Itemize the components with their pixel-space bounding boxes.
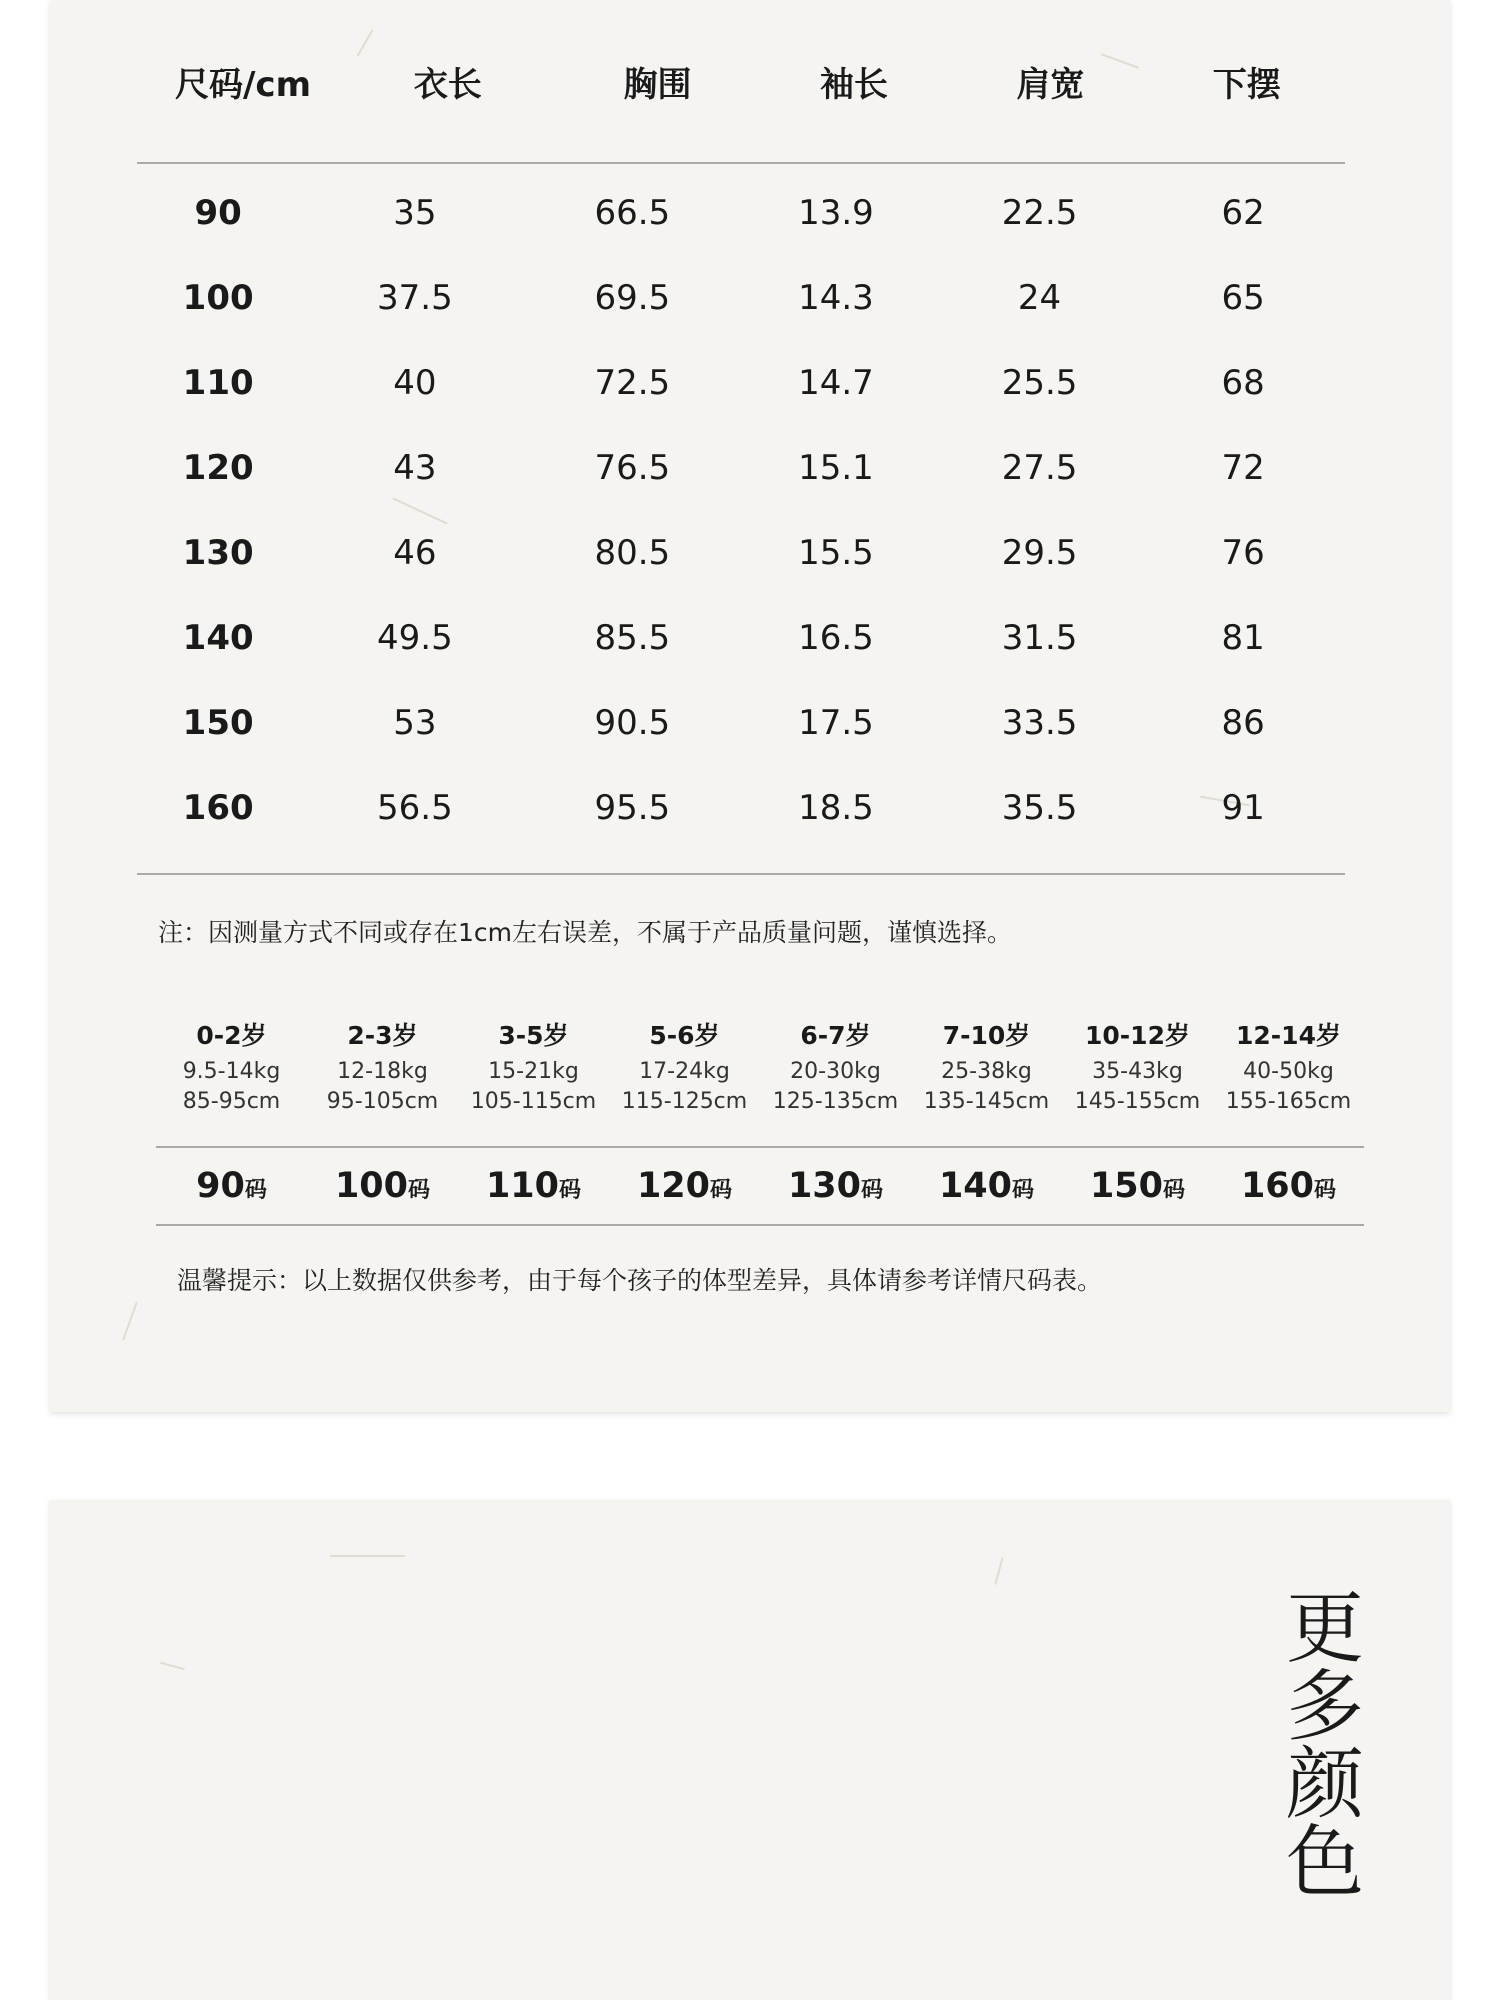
- size-code-unit: 码: [408, 1178, 431, 1203]
- height-range: 115-125cm: [621, 1089, 748, 1114]
- size-cell: 160: [182, 787, 254, 828]
- table-bottom-divider: [137, 873, 1345, 875]
- size-chart-card: [50, 0, 1450, 1412]
- size-cell: 140: [182, 617, 254, 658]
- measure-cell: 65: [1221, 277, 1265, 318]
- size-code-number: 110: [485, 1166, 560, 1206]
- size-code-unit: 码: [244, 1178, 267, 1203]
- size-code-number: 150: [1089, 1166, 1164, 1206]
- measure-cell: 86: [1221, 702, 1265, 743]
- size-code-unit: 码: [710, 1178, 733, 1203]
- size-code: [458, 1166, 609, 1206]
- measure-cell: 29.5: [1001, 532, 1078, 573]
- measure-cell: 18.5: [798, 787, 874, 828]
- more-colors-card: [50, 1500, 1450, 2000]
- height-range: 135-145cm: [923, 1089, 1050, 1114]
- size-cell: 100: [182, 277, 254, 318]
- size-code: [1062, 1166, 1213, 1206]
- measure-cell: 14.7: [798, 362, 874, 403]
- size-code-number: 120: [636, 1166, 711, 1206]
- weight-range: 15-21kg: [488, 1059, 579, 1084]
- paper-texture: [994, 1557, 1003, 1585]
- measure-cell: 31.5: [1001, 617, 1078, 658]
- title-character: 更: [1285, 1584, 1364, 1674]
- title-character: 色: [1285, 1818, 1364, 1908]
- weight-range: 12-18kg: [337, 1059, 428, 1084]
- measure-cell: 53: [393, 702, 437, 743]
- size-code: [156, 1166, 307, 1206]
- measure-cell: 91: [1221, 787, 1265, 828]
- size-cell: 90: [194, 192, 242, 233]
- size-cell: 150: [182, 702, 254, 743]
- measure-cell: 35: [393, 192, 437, 233]
- measure-cell: 37.5: [377, 277, 453, 318]
- age-label: 12-14岁: [1236, 1021, 1341, 1050]
- measure-cell: 24: [1017, 277, 1062, 318]
- measure-cell: 46: [393, 532, 437, 573]
- age-label: 0-2岁: [196, 1021, 267, 1050]
- measure-cell: 95.5: [594, 787, 671, 828]
- size-code-unit: 码: [559, 1178, 582, 1203]
- header-chest: 胸围: [623, 64, 692, 105]
- size-code-unit: 码: [1012, 1178, 1035, 1203]
- age-column: [609, 1015, 760, 1117]
- paper-texture: [330, 1555, 405, 1557]
- weight-range: 35-43kg: [1092, 1059, 1183, 1084]
- header-size: 尺码/cm: [175, 64, 311, 105]
- age-column: [760, 1015, 911, 1117]
- paper-texture: [160, 1662, 185, 1670]
- table-row: [137, 170, 1345, 255]
- age-label: 10-12岁: [1085, 1021, 1190, 1050]
- age-column: [1062, 1015, 1213, 1117]
- measure-cell: 17.5: [798, 702, 874, 743]
- size-code: [1213, 1166, 1364, 1206]
- measure-cell: 66.5: [594, 192, 671, 233]
- size-code-unit: 码: [1314, 1178, 1337, 1203]
- table-row: [137, 510, 1345, 595]
- paper-texture: [122, 1302, 138, 1340]
- measure-cell: 56.5: [377, 787, 453, 828]
- measure-cell: 85.5: [594, 617, 671, 658]
- measure-cell: 90.5: [594, 702, 671, 743]
- age-column: [1213, 1015, 1364, 1117]
- size-cell: 110: [182, 362, 254, 403]
- measure-cell: 35.5: [1001, 787, 1078, 828]
- age-column: [458, 1015, 609, 1117]
- measure-cell: 33.5: [1001, 702, 1078, 743]
- header-hem: 下摆: [1212, 64, 1281, 105]
- weight-range: 17-24kg: [639, 1059, 730, 1084]
- weight-range: 40-50kg: [1243, 1059, 1334, 1084]
- height-range: 95-105cm: [326, 1089, 439, 1114]
- measure-cell: 15.5: [798, 532, 874, 573]
- table-row: [137, 595, 1345, 680]
- measure-cell: 13.9: [798, 192, 874, 233]
- measurement-note: 注：因测量方式不同或存在1cm左右误差，不属于产品质量问题，谨慎选择。: [158, 918, 1013, 947]
- size-cell: 120: [182, 447, 254, 488]
- measure-cell: 76: [1221, 532, 1265, 573]
- measure-cell: 72: [1221, 447, 1265, 488]
- table-header-divider: [137, 162, 1345, 164]
- age-column: [156, 1015, 307, 1117]
- height-range: 125-135cm: [772, 1089, 899, 1114]
- measure-cell: 72.5: [594, 362, 671, 403]
- size-code: [911, 1166, 1062, 1206]
- age-label: 6-7岁: [800, 1021, 871, 1050]
- height-range: 105-115cm: [470, 1089, 597, 1114]
- age-column: [307, 1015, 458, 1117]
- measure-cell: 27.5: [1001, 447, 1078, 488]
- measure-cell: 43: [393, 447, 437, 488]
- measure-cell: 68: [1221, 362, 1265, 403]
- size-code-unit: 码: [861, 1178, 884, 1203]
- height-range: 155-165cm: [1225, 1089, 1352, 1114]
- height-range: 85-95cm: [182, 1089, 281, 1114]
- height-range: 145-155cm: [1074, 1089, 1201, 1114]
- size-code-row: [156, 1148, 1364, 1224]
- header-shoulder: 肩宽: [1016, 64, 1085, 105]
- size-code-number: 160: [1240, 1166, 1315, 1206]
- table-row: [137, 680, 1345, 765]
- table-row: [137, 340, 1345, 425]
- age-guide-grid: [156, 1015, 1364, 1117]
- measure-cell: 14.3: [798, 277, 874, 318]
- measure-cell: 15.1: [798, 447, 874, 488]
- size-code: [609, 1166, 760, 1206]
- title-character: 多: [1285, 1662, 1364, 1752]
- header-sleeve: 袖长: [819, 64, 888, 105]
- age-column: [911, 1015, 1062, 1117]
- weight-range: 20-30kg: [790, 1059, 881, 1084]
- size-code-number: 100: [334, 1166, 409, 1206]
- size-code-number: 90: [196, 1166, 245, 1206]
- table-row: [137, 765, 1345, 850]
- more-colors-title: [1280, 1584, 1370, 1908]
- size-code-number: 140: [938, 1166, 1013, 1206]
- table-row: [137, 255, 1345, 340]
- warm-tip: 温馨提示：以上数据仅供参考，由于每个孩子的体型差异，具体请参考详情尺码表。: [177, 1266, 1103, 1295]
- header-length: 衣长: [413, 64, 482, 105]
- measure-cell: 81: [1221, 617, 1265, 658]
- size-code: [307, 1166, 458, 1206]
- age-label: 5-6岁: [649, 1021, 720, 1050]
- age-label: 7-10岁: [942, 1021, 1031, 1050]
- age-label: 2-3岁: [347, 1021, 418, 1050]
- table-header: [137, 0, 1345, 162]
- size-code-unit: 码: [1163, 1178, 1186, 1203]
- measure-cell: 69.5: [594, 277, 671, 318]
- age-label: 3-5岁: [498, 1021, 569, 1050]
- title-character: 颜: [1285, 1740, 1364, 1830]
- size-code: [760, 1166, 911, 1206]
- table-body: [137, 162, 1345, 850]
- table-row: [137, 425, 1345, 510]
- measure-cell: 16.5: [798, 617, 874, 658]
- size-code-number: 130: [787, 1166, 862, 1206]
- weight-range: 25-38kg: [941, 1059, 1032, 1084]
- measure-cell: 62: [1221, 192, 1265, 233]
- age-divider-bottom: [156, 1224, 1364, 1226]
- measure-cell: 76.5: [594, 447, 671, 488]
- weight-range: 9.5-14kg: [182, 1059, 281, 1084]
- size-table: [137, 0, 1345, 850]
- size-cell: 130: [182, 532, 254, 573]
- measure-cell: 40: [393, 362, 437, 403]
- measure-cell: 49.5: [377, 617, 453, 658]
- measure-cell: 25.5: [1001, 362, 1078, 403]
- measure-cell: 22.5: [1001, 192, 1078, 233]
- measure-cell: 80.5: [594, 532, 671, 573]
